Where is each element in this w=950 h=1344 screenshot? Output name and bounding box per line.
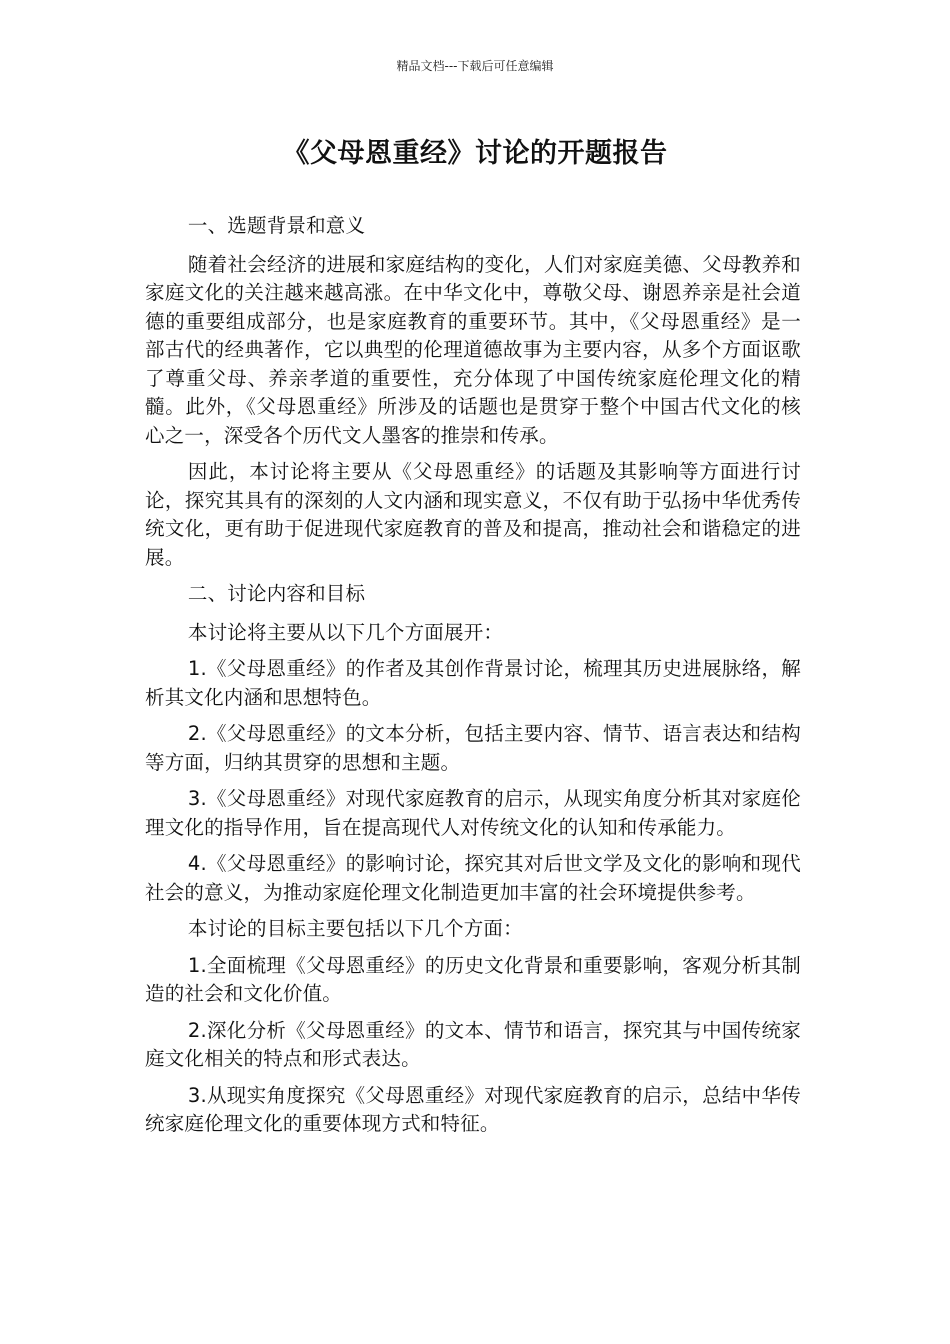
- header-note: 精品文档---下载后可任意编辑: [396, 59, 554, 73]
- list-item-content-4: 4.《父母恩重经》的影响讨论，探究其对后世文学及文化的影响和现代社会的意义，为推动家庭伦理文化制造更加丰富的社会环境提供参考。: [145, 852, 801, 904]
- section-heading-background: 一、选题背景和意义: [187, 214, 366, 237]
- paragraph-goals-intro: 本讨论的目标主要包括以下几个方面：: [187, 917, 523, 940]
- list-item-content-1: 1.《父母恩重经》的作者及其创作背景讨论，梳理其历史进展脉络，解析其文化内涵和思想特色。: [145, 657, 801, 709]
- paragraph-content-intro: 本讨论将主要从以下几个方面展开：: [187, 620, 504, 644]
- document-title: 《父母恩重经》讨论的开题报告: [282, 138, 668, 169]
- paragraph-significance: 因此，本讨论将主要从《父母恩重经》的话题及其影响等方面进行讨论，探究其具有的深刻的人文内涵和现实意义，不仅有助于弘扬中华优秀传统文化，更有助于促进现代家庭教育的普及和提高，推动社会和谐稳定的进展。: [145, 460, 801, 569]
- paragraph-background: 随着社会经济的进展和家庭结构的变化，人们对家庭美德、父母教养和家庭文化的关注越来越高涨。在中华文化中，尊敬父母、谢恩养亲是社会道德的重要组成部分，也是家庭教育的重要环节。其中，《父母恩重经》是一部古代的经典著作，它以典型的伦理道德故事为主要内容，从多个方面讴歌了尊重父母、养亲孝道的重要性，充分体现了中国传统家庭伦理文化的精髓。此外，《父母恩重经》所涉及的话题也是贯穿于整个中国古代文化的核心之一，深受各个历代文人墨客的推崇和传承。: [145, 252, 801, 447]
- list-item-goal-1: 1.全面梳理《父母恩重经》的历史文化背景和重要影响，客观分析其制造的社会和文化价值。: [145, 953, 801, 1005]
- list-item-content-2: 2.《父母恩重经》的文本分析，包括主要内容、情节、语言表达和结构等方面，归纳其贯穿的思想和主题。: [145, 722, 801, 774]
- section-heading-content: 二、讨论内容和目标: [187, 582, 366, 605]
- list-item-goal-2: 2.深化分析《父母恩重经》的文本、情节和语言，探究其与中国传统家庭文化相关的特点和形式表达。: [145, 1018, 801, 1070]
- document-body: [145, 212, 801, 1147]
- list-item-content-3: 3.《父母恩重经》对现代家庭教育的启示，从现实角度分析其对家庭伦理文化的指导作用，旨在提高现代人对传统文化的认知和传承能力。: [145, 787, 801, 839]
- list-item-goal-3: 3.从现实角度探究《父母恩重经》对现代家庭教育的启示，总结中华传统家庭伦理文化的重要体现方式和特征。: [145, 1083, 801, 1135]
